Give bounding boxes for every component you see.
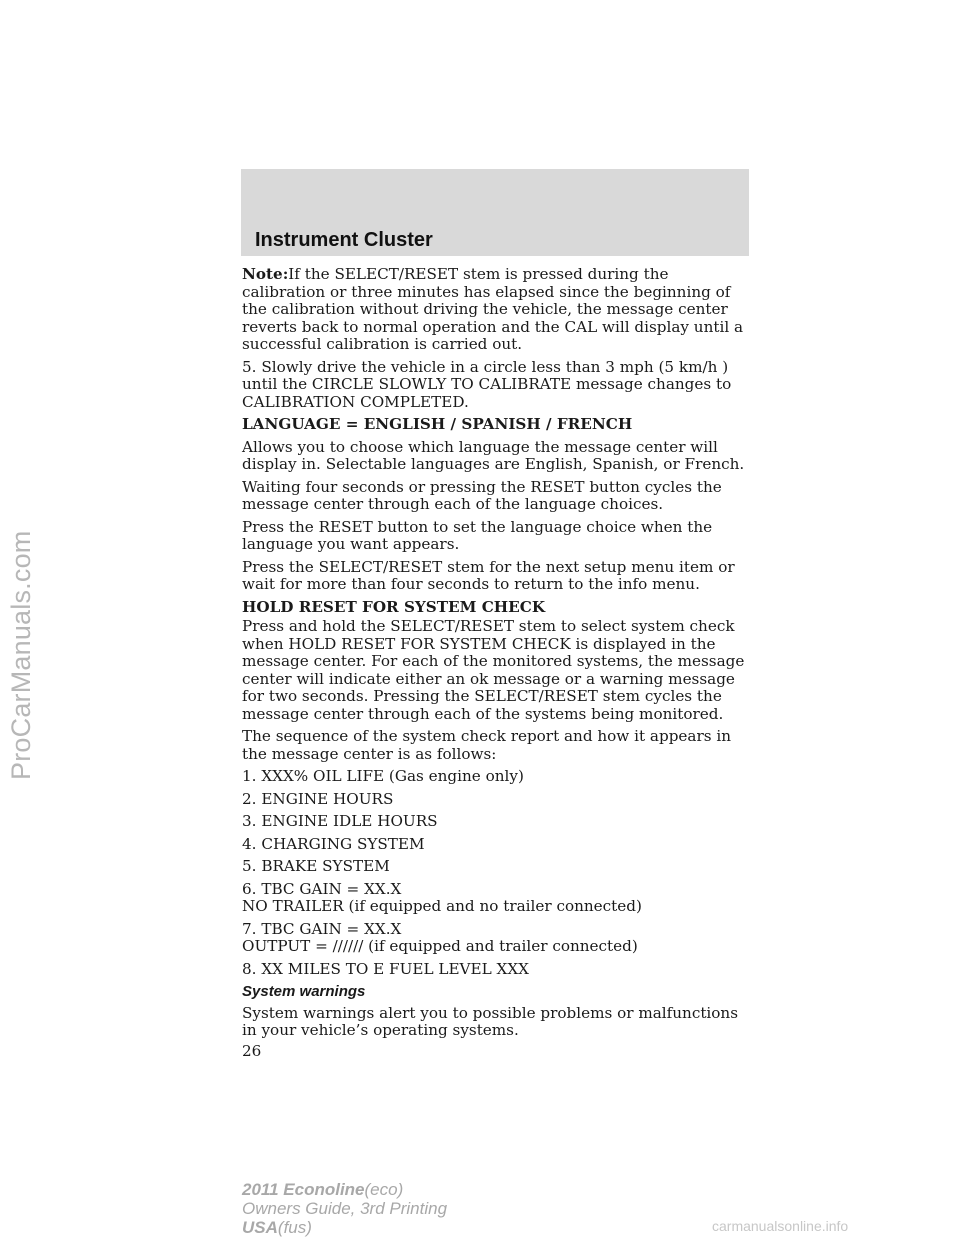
document-footer <box>242 1180 447 1237</box>
list-item: 3. ENGINE IDLE HOURS <box>242 812 438 830</box>
footer-market-code: (fus) <box>277 1218 312 1237</box>
page-content <box>242 266 754 1065</box>
list-item: 8. XX MILES TO E FUEL LEVEL XXX <box>242 959 529 978</box>
list-item-line-2: NO TRAILER (if equipped and no trailer connected) <box>242 897 642 915</box>
list-item <box>242 881 754 916</box>
side-watermark: ProCarManuals.com <box>6 530 36 780</box>
system-check-heading: HOLD RESET FOR SYSTEM CHECK <box>242 597 546 616</box>
language-paragraph-1: Allows you to choose which language the message center will display in. Selectable languages are English, Spanish, or French. <box>242 437 745 473</box>
page-number: 26 <box>242 1041 262 1060</box>
list-item: 1. XXX% OIL LIFE (Gas engine only) <box>242 767 524 785</box>
list-item <box>242 921 754 956</box>
step-5-paragraph: 5. Slowly drive the vehicle in a circle less than 3 mph (5 km/h ) until the CIRCLE SLOWLY TO CALIBRATE message changes to CALIBRATION COMPLETED. <box>242 357 732 411</box>
list-item: 4. CHARGING SYSTEM <box>242 834 425 853</box>
language-heading: LANGUAGE = ENGLISH / SPANISH / FRENCH <box>242 415 633 433</box>
list-item-line-1: 6. TBC GAIN = XX.X <box>242 879 402 898</box>
footer-guide: Owners Guide, 3rd Printing <box>242 1199 448 1218</box>
language-paragraph-4: Press the SELECT/RESET stem for the next setup menu item or wait for more than four seconds to return to the info menu. <box>242 557 735 593</box>
list-item-line-2: OUTPUT = ////// (if equipped and trailer connected) <box>242 937 638 955</box>
system-warnings-heading: System warnings <box>242 983 366 1000</box>
list-item: 2. ENGINE HOURS <box>242 789 394 808</box>
footer-model: 2011 Econoline <box>242 1180 365 1199</box>
language-paragraph-2: Waiting four seconds or pressing the RESET button cycles the message center through each of the language choices. <box>242 477 722 513</box>
list-item: 5. BRAKE SYSTEM <box>242 857 390 875</box>
system-warnings-paragraph: System warnings alert you to possible problems or malfunctions in your vehicle’s operating systems. <box>242 1003 739 1039</box>
system-check-paragraph-1: Press and hold the SELECT/RESET stem to select system check when HOLD RESET FOR SYSTEM CHECK is displayed in the message center. For each of the monitored systems, the message center will indicate either an ok message or a warning message for two seconds. Pressing the SELECT/RESET stem cycles the message center through each of the systems being monitored. <box>242 617 745 723</box>
section-title: Instrument Cluster <box>255 229 433 251</box>
footer-market: USA <box>242 1218 278 1237</box>
list-item-line-1: 7. TBC GAIN = XX.X <box>242 919 402 938</box>
footer-model-code: (eco) <box>364 1180 404 1199</box>
language-paragraph-3: Press the RESET button to set the language choice when the language you want appears. <box>242 517 713 553</box>
bottom-watermark: carmanualsonline.info <box>712 1218 849 1234</box>
note-paragraph <box>242 266 754 354</box>
note-text: If the SELECT/RESET stem is pressed during the calibration or three minutes has elapsed since the beginning of the calibration without driving the vehicle, the message center reverts back to normal operation and the CAL will display until a successful calibration is carried out. <box>242 265 744 353</box>
system-check-paragraph-2: The sequence of the system check report and how it appears in the message center is as follows: <box>242 727 731 763</box>
note-label: Note: <box>242 265 289 283</box>
